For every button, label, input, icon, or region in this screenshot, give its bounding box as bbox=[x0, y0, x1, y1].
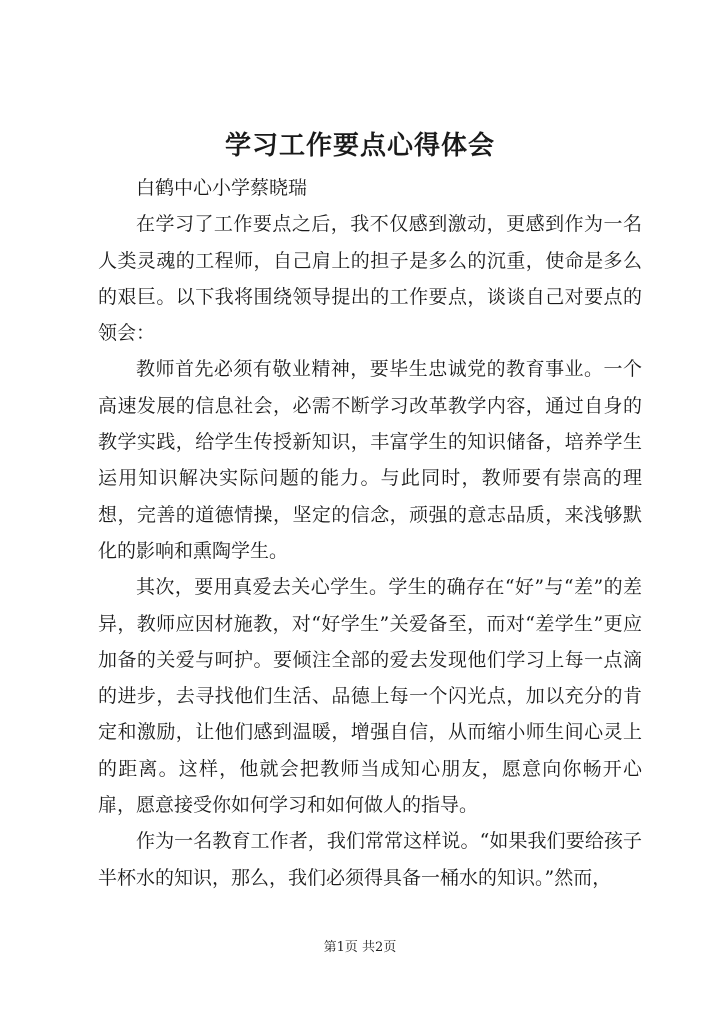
paragraph-1: 在学习了工作要点之后，我不仅感到激动，更感到作为一名人类灵魂的工程师，自己肩上的担子是多么的沉重，使命是多么的艰巨。以下我将围绕领导提出的工作要点，谈谈自己对要点的领会： bbox=[98, 213, 642, 345]
author-line: 白鹤中心小学蔡晓瑞 bbox=[136, 177, 308, 199]
paragraph-2: 教师首先必须有敬业精神，要毕生忠诚党的教育事业。一个高速发展的信息社会，必需不断学习改革教学内容，通过自身的教学实践，给学生传授新知识，丰富学生的知识储备，培养学生运用知识解决实际问题的能力。与此同时，教师要有崇高的理想，完善的道德情操，坚定的信念，顽强的意志品质，来浅够默化的影响和熏陶学生。 bbox=[98, 358, 642, 562]
paragraph-3: 其次，要用真爱去关心学生。学生的确存在“好”与“差”的差异，教师应因材施教，对“好学生”关爱备至，而对“差学生”更应加备的关爱与呵护。要倾注全部的爱去发现他们学习上每一点滴的进步，去寻找他们生活、品德上每一个闪光点，加以充分的肯定和激励，让他们感到温暖，增强自信，从而缩小师生间心灵上的距离。这样，他就会把教师当成知心朋友，愿意向你畅开心扉，愿意接受你如何学习和如何做人的指导。 bbox=[98, 576, 642, 817]
document-title: 学习工作要点心得体会 bbox=[224, 131, 495, 161]
page-footer: 第1页 共2页 bbox=[323, 940, 397, 955]
document-body bbox=[98, 170, 642, 896]
paragraph-4: 作为一名教育工作者，我们常常这样说。“如果我们要给孩子半杯水的知识，那么，我们必须得具备一桶水的知识。”然而， bbox=[98, 830, 642, 889]
